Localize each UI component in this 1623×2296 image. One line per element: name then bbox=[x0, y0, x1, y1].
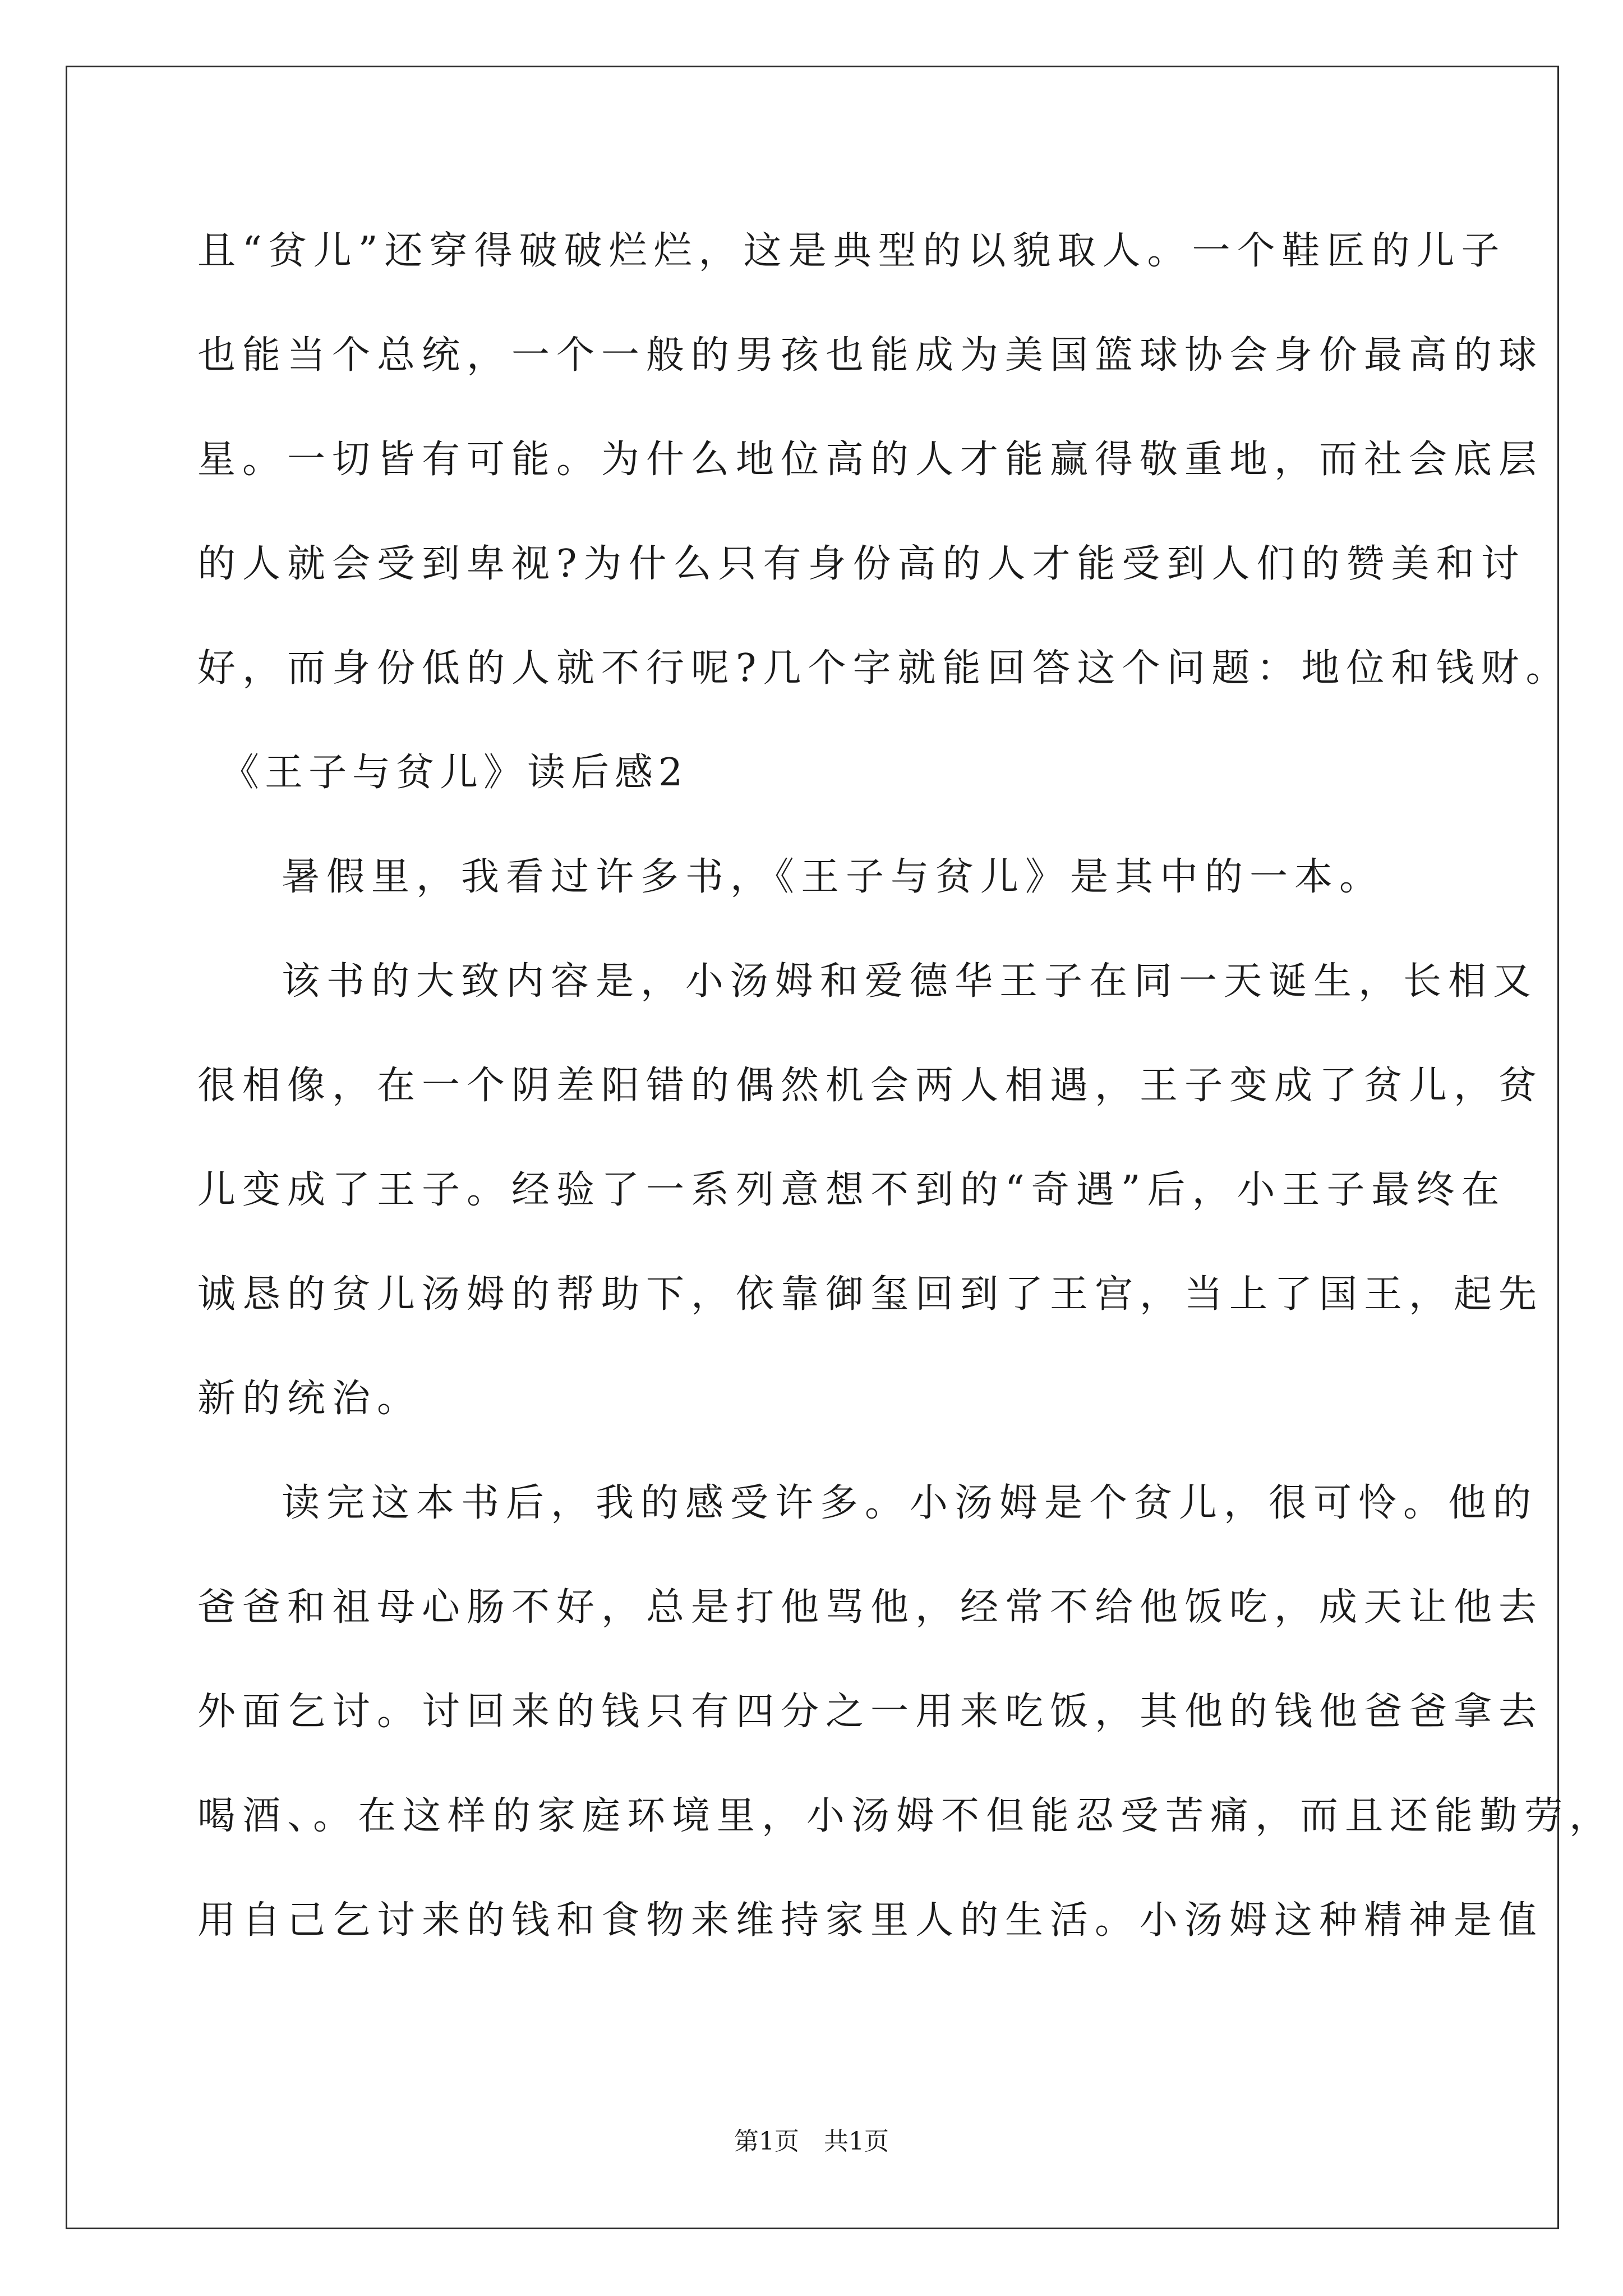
text-line: 也能当个总统，一个一般的男孩也能成为美国篮球协会身价最高的球 bbox=[197, 333, 1544, 378]
text-line: 好，而身份低的人就不行呢?几个字就能回答这个问题：地位和钱财。 bbox=[197, 646, 1571, 691]
document-body bbox=[197, 217, 1615, 1990]
paragraph-first-line: 该书的大致内容是，小汤姆和爱德华王子在同一天诞生，长相又 bbox=[282, 959, 1538, 1004]
text-line: 喝酒、。在这样的家庭环境里，小汤姆不但能忍受苦痛，而且还能勤劳， bbox=[197, 1794, 1615, 1838]
text-line: 外面乞讨。讨回来的钱只有四分之一用来吃饭，其他的钱他爸爸拿去 bbox=[197, 1690, 1544, 1734]
page-number: 第1页 bbox=[734, 2127, 799, 2156]
text-line: 儿变成了王子。经验了一系列意想不到的“奇遇”后，小王子最终在 bbox=[197, 1168, 1506, 1212]
page-total: 共1页 bbox=[824, 2127, 889, 2156]
section-heading: 《王子与贫儿》读后感2 bbox=[221, 751, 689, 795]
text-line: 且“贫儿”还穿得破破烂烂，这是典型的以貌取人。一个鞋匠的儿子 bbox=[197, 229, 1506, 273]
paragraph-first-line: 暑假里，我看过许多书，《王子与贫儿》是其中的一本。 bbox=[282, 855, 1385, 899]
page-footer bbox=[0, 2125, 1623, 2159]
text-line: 新的统治。 bbox=[197, 1377, 422, 1421]
text-line: 用自己乞讨来的钱和食物来维持家里人的生活。小汤姆这种精神是值 bbox=[197, 1898, 1544, 1943]
text-line: 的人就会受到卑视?为什么只有身份高的人才能受到人们的赞美和讨 bbox=[197, 542, 1526, 586]
text-line: 很相像，在一个阴差阳错的偶然机会两人相遇，王子变成了贫儿，贫 bbox=[197, 1064, 1544, 1108]
text-line: 爸爸和祖母心肠不好，总是打他骂他，经常不给他饭吃，成天让他去 bbox=[197, 1585, 1544, 1630]
text-line: 星。一切皆有可能。为什么地位高的人才能赢得敬重地，而社会底层 bbox=[197, 438, 1544, 482]
text-line: 诚恳的贫儿汤姆的帮助下，依靠御玺回到了王宫，当上了国王，起先 bbox=[197, 1272, 1544, 1317]
paragraph-first-line: 读完这本书后，我的感受许多。小汤姆是个贫儿，很可怜。他的 bbox=[282, 1481, 1538, 1525]
